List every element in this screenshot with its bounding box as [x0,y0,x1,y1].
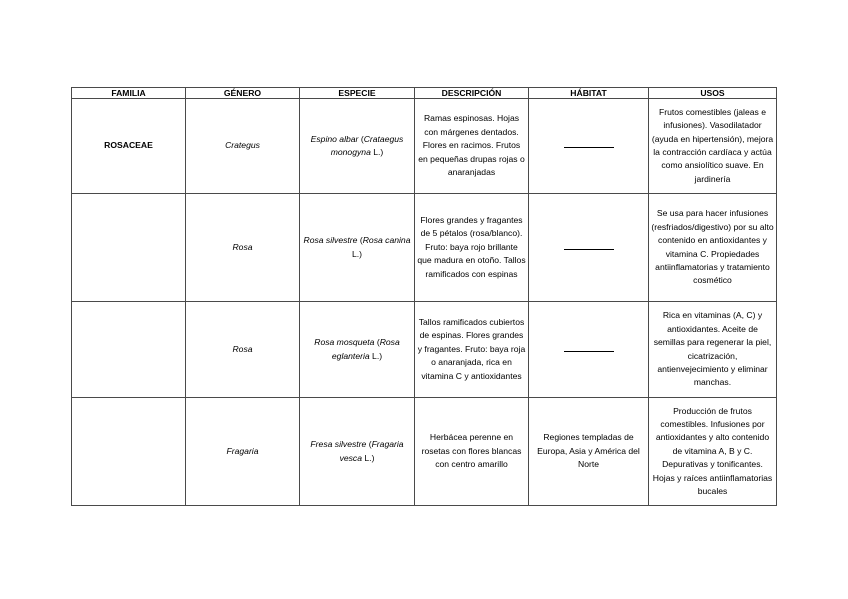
cell-especie: Espino albar (Crataegus monogyna L.) [300,99,415,194]
cell-genero: Rosa [186,302,300,398]
cell-descripcion: Ramas espinosas. Hojas con márgenes dentados. Flores en racimos. Frutos en pequeñas drupas rojas o anaranjadas [415,99,529,194]
table-row [72,99,777,194]
blank-line [564,146,614,148]
cell-habitat [529,99,649,194]
header-usos: USOS [649,88,777,99]
cell-especie: Rosa mosqueta (Rosa eglanteria L.) [300,302,415,398]
cell-genero: Rosa [186,194,300,302]
cell-usos: Se usa para hacer infusiones (resfriados/digestivo) por su alto contenido en antioxidantes y vitamina C. Propiedades antiinflamatorias y tratamiento cosmético [649,194,777,302]
cell-genero: Crategus [186,99,300,194]
table-row [72,398,777,506]
cell-genero: Fragaria [186,398,300,506]
header-descripcion: DESCRIPCIÓN [415,88,529,99]
cell-habitat [529,302,649,398]
cell-familia [72,302,186,398]
table-row [72,302,777,398]
cell-descripcion: Flores grandes y fragantes de 5 pétalos (rosa/blanco). Fruto: baya rojo brillante que madura en otoño. Tallos ramificados con espinas [415,194,529,302]
cell-usos: Rica en vitaminas (A, C) y antioxidantes. Aceite de semillas para regenerar la piel, cicatrización, antienvejecimiento y eliminar manchas. [649,302,777,398]
header-especie: ESPECIE [300,88,415,99]
header-habitat: HÁBITAT [529,88,649,99]
header-familia: FAMILIA [72,88,186,99]
cell-familia [72,194,186,302]
cell-familia [72,398,186,506]
cell-descripcion: Herbácea perenne en rosetas con flores blancas con centro amarillo [415,398,529,506]
cell-familia: ROSACEAE [72,99,186,194]
cell-descripcion: Tallos ramificados cubiertos de espinas. Flores grandes y fragantes. Fruto: baya roja o anaranjada, rica en vitamina C y antioxidantes [415,302,529,398]
blank-line [564,350,614,352]
cell-habitat [529,194,649,302]
header-genero: GÉNERO [186,88,300,99]
cell-especie: Fresa silvestre (Fragaria vesca L.) [300,398,415,506]
cell-habitat: Regiones templadas de Europa, Asia y América del Norte [529,398,649,506]
species-table [71,87,777,506]
table-header-row [72,88,777,99]
cell-usos: Producción de frutos comestibles. Infusiones por antioxidantes y alto contenido de vitamina A, B y C. Depurativas y tonificantes. Hojas y raíces antiinflamatorias bucales [649,398,777,506]
blank-line [564,248,614,250]
cell-especie: Rosa silvestre (Rosa canina L.) [300,194,415,302]
table-row [72,194,777,302]
cell-usos: Frutos comestibles (jaleas e infusiones). Vasodilatador (ayuda en hipertensión), mejora la contracción cardíaca y actúa como ansiolítico suave. En jardinería [649,99,777,194]
